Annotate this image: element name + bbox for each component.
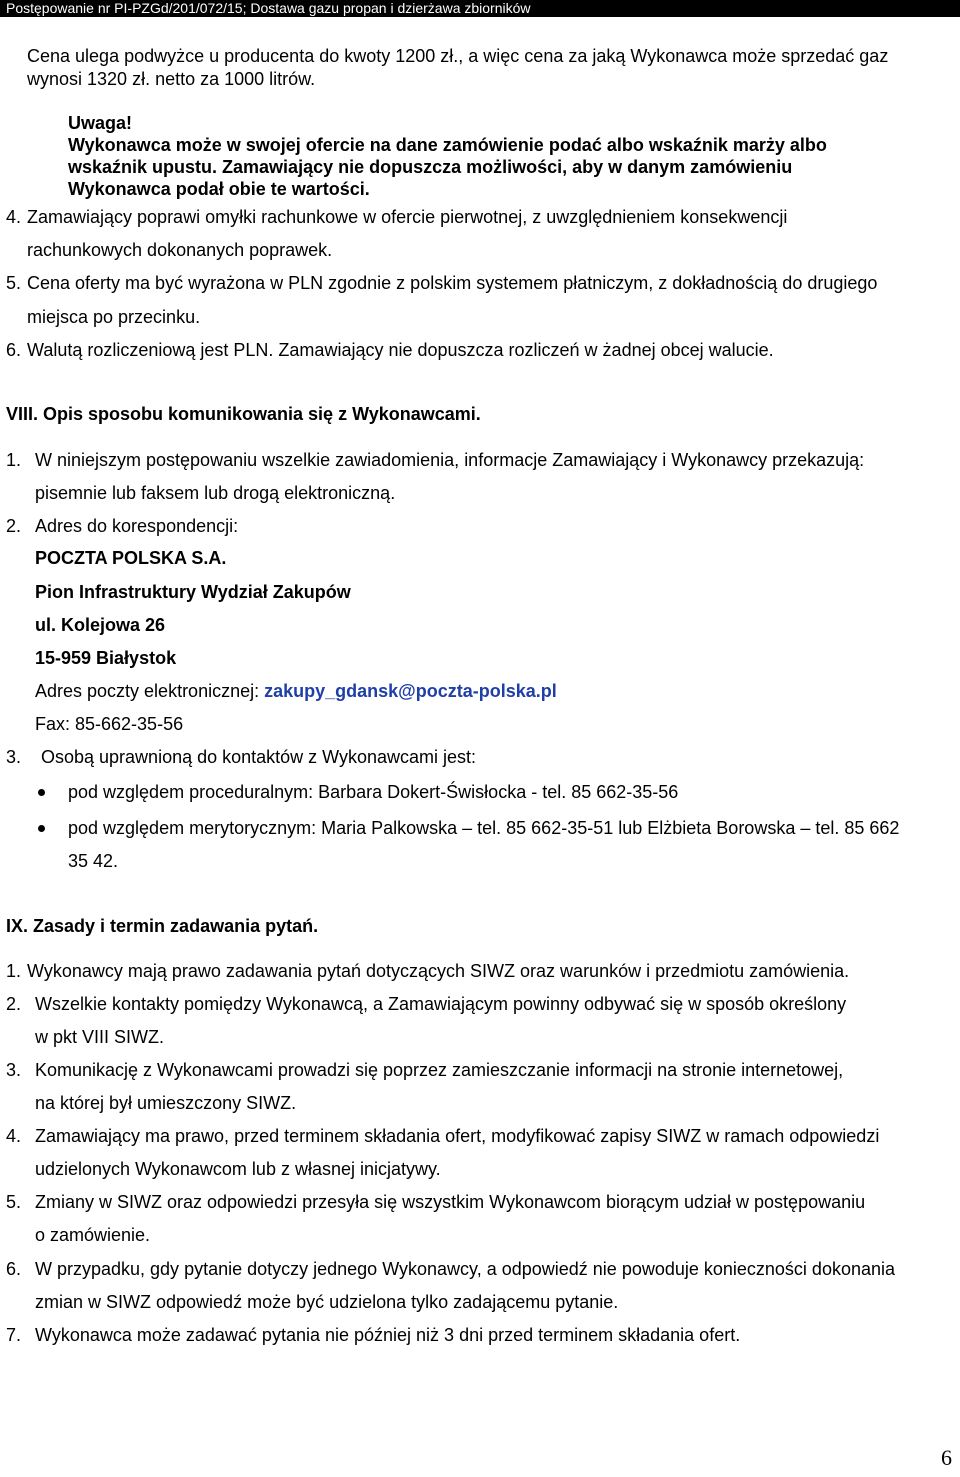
item-6-number: 6. bbox=[6, 340, 22, 360]
s9-item-3-number: 3. bbox=[6, 1060, 22, 1080]
item-5-line-2: miejsca po przecinku. bbox=[27, 307, 201, 327]
s9-item-1-number: 1. bbox=[6, 961, 22, 981]
bullet-dot bbox=[38, 789, 45, 796]
s8-item-3-number: 3. bbox=[6, 747, 22, 767]
s9-item-6-line-2: zmian w SIWZ odpowiedź może być udzielona tylko zadającemu pytanie. bbox=[35, 1292, 619, 1312]
note-line-2: wskaźnik upustu. Zamawiający nie dopuszcza możliwości, aby w danym zamówieniu bbox=[68, 157, 793, 177]
s9-item-5-number: 5. bbox=[6, 1192, 22, 1212]
note-line-1: Wykonawca może w swojej ofercie na dane zamówienie podać albo wskaźnik marży albo bbox=[68, 135, 827, 155]
s8-item-1-line-2: pisemnie lub faksem lub drogą elektroniczną. bbox=[35, 483, 396, 503]
note-title: Uwaga! bbox=[68, 113, 133, 133]
bullet-dot bbox=[38, 825, 45, 832]
intro-line-2: wynosi 1320 zł. netto za 1000 litrów. bbox=[27, 69, 316, 89]
s9-item-6-line-1: W przypadku, gdy pytanie dotyczy jednego Wykonawcy, a odpowiedź nie powoduje konieczności dokonania bbox=[35, 1259, 896, 1279]
item-4-number: 4. bbox=[6, 207, 22, 227]
item-6-line-1: Walutą rozliczeniową jest PLN. Zamawiający nie dopuszcza rozliczeń w żadnej obcej walucie. bbox=[27, 340, 774, 360]
item-5-number: 5. bbox=[6, 273, 22, 293]
s9-item-4-number: 4. bbox=[6, 1126, 22, 1146]
page-number: 6 bbox=[941, 1445, 952, 1470]
s9-item-2-line-1: Wszelkie kontakty pomiędzy Wykonawcą, a Zamawiającym powinny odbywać się w sposób określony bbox=[35, 994, 847, 1014]
contact-procedural: pod względem proceduralnym: Barbara Dokert-Świsłocka - tel. 85 662-35-56 bbox=[68, 782, 679, 802]
email-label: Adres poczty elektronicznej: bbox=[35, 681, 265, 701]
address-line-2: Pion Infrastruktury Wydział Zakupów bbox=[35, 582, 351, 602]
section-9-heading: IX. Zasady i termin zadawania pytań. bbox=[6, 916, 319, 936]
item-4-line-2: rachunkowych dokonanych poprawek. bbox=[27, 240, 333, 260]
item-5-line-1: Cena oferty ma być wyrażona w PLN zgodnie z polskim systemem płatniczym, z dokładnością do drugiego bbox=[27, 273, 878, 293]
s9-item-6-number: 6. bbox=[6, 1259, 22, 1279]
s9-item-4-line-2: udzielonych Wykonawcom lub z własnej inicjatywy. bbox=[35, 1159, 441, 1179]
s8-item-2-text: Adres do korespondencji: bbox=[35, 516, 239, 536]
fax-line: Fax: 85-662-35-56 bbox=[35, 714, 184, 734]
email-link[interactable]: zakupy_gdansk@poczta-polska.pl bbox=[264, 681, 557, 701]
email-line bbox=[35, 679, 557, 703]
address-line-1: POCZTA POLSKA S.A. bbox=[35, 548, 227, 568]
contact-substantive-line-2: 35 42. bbox=[68, 851, 119, 871]
s9-item-5-line-2: o zamówienie. bbox=[35, 1225, 151, 1245]
intro-line-1: Cena ulega podwyżce u producenta do kwoty 1200 zł., a więc cena za jaką Wykonawca może sprzedać gaz bbox=[27, 46, 889, 66]
s9-item-2-number: 2. bbox=[6, 994, 22, 1014]
item-4-line-1: Zamawiający poprawi omyłki rachunkowe w ofercie pierwotnej, z uwzględnieniem konsekwencji bbox=[27, 207, 788, 227]
s9-item-2-line-2: w pkt VIII SIWZ. bbox=[35, 1027, 165, 1047]
page-header: Postępowanie nr PI-PZGd/201/072/15; Dostawa gazu propan i dzierżawa zbiorników bbox=[0, 0, 960, 17]
address-line-3: ul. Kolejowa 26 bbox=[35, 615, 166, 635]
s9-item-3-line-1: Komunikację z Wykonawcami prowadzi się poprzez zamieszczanie informacji na stronie internetowej, bbox=[35, 1060, 844, 1080]
s9-item-5-line-1: Zmiany w SIWZ oraz odpowiedzi przesyła się wszystkim Wykonawcom biorącym udział w postępowaniu bbox=[35, 1192, 866, 1212]
s9-item-7-line-1: Wykonawca może zadawać pytania nie później niż 3 dni przed terminem składania ofert. bbox=[35, 1325, 741, 1345]
s9-item-3-line-2: na której był umieszczony SIWZ. bbox=[35, 1093, 297, 1113]
note-line-3: Wykonawca podał obie te wartości. bbox=[68, 179, 370, 199]
s9-item-1-line-1: Wykonawcy mają prawo zadawania pytań dotyczących SIWZ oraz warunków i przedmiotu zamówienia. bbox=[27, 961, 850, 981]
s8-item-2-number: 2. bbox=[6, 516, 22, 536]
s8-item-1-line-1: W niniejszym postępowaniu wszelkie zawiadomienia, informacje Zamawiający i Wykonawcy przekazują: bbox=[35, 450, 865, 470]
address-line-4: 15-959 Białystok bbox=[35, 648, 177, 668]
section-8-heading: VIII. Opis sposobu komunikowania się z Wykonawcami. bbox=[6, 404, 481, 424]
contact-substantive-line-1: pod względem merytorycznym: Maria Palkowska – tel. 85 662-35-51 lub Elżbieta Borowska – tel. 85 662 bbox=[68, 818, 900, 838]
s8-item-3-text: Osobą uprawnioną do kontaktów z Wykonawcami jest: bbox=[41, 747, 477, 767]
s9-item-4-line-1: Zamawiający ma prawo, przed terminem składania ofert, modyfikować zapisy SIWZ w ramach odpowiedzi bbox=[35, 1126, 880, 1146]
s8-item-1-number: 1. bbox=[6, 450, 22, 470]
s9-item-7-number: 7. bbox=[6, 1325, 22, 1345]
